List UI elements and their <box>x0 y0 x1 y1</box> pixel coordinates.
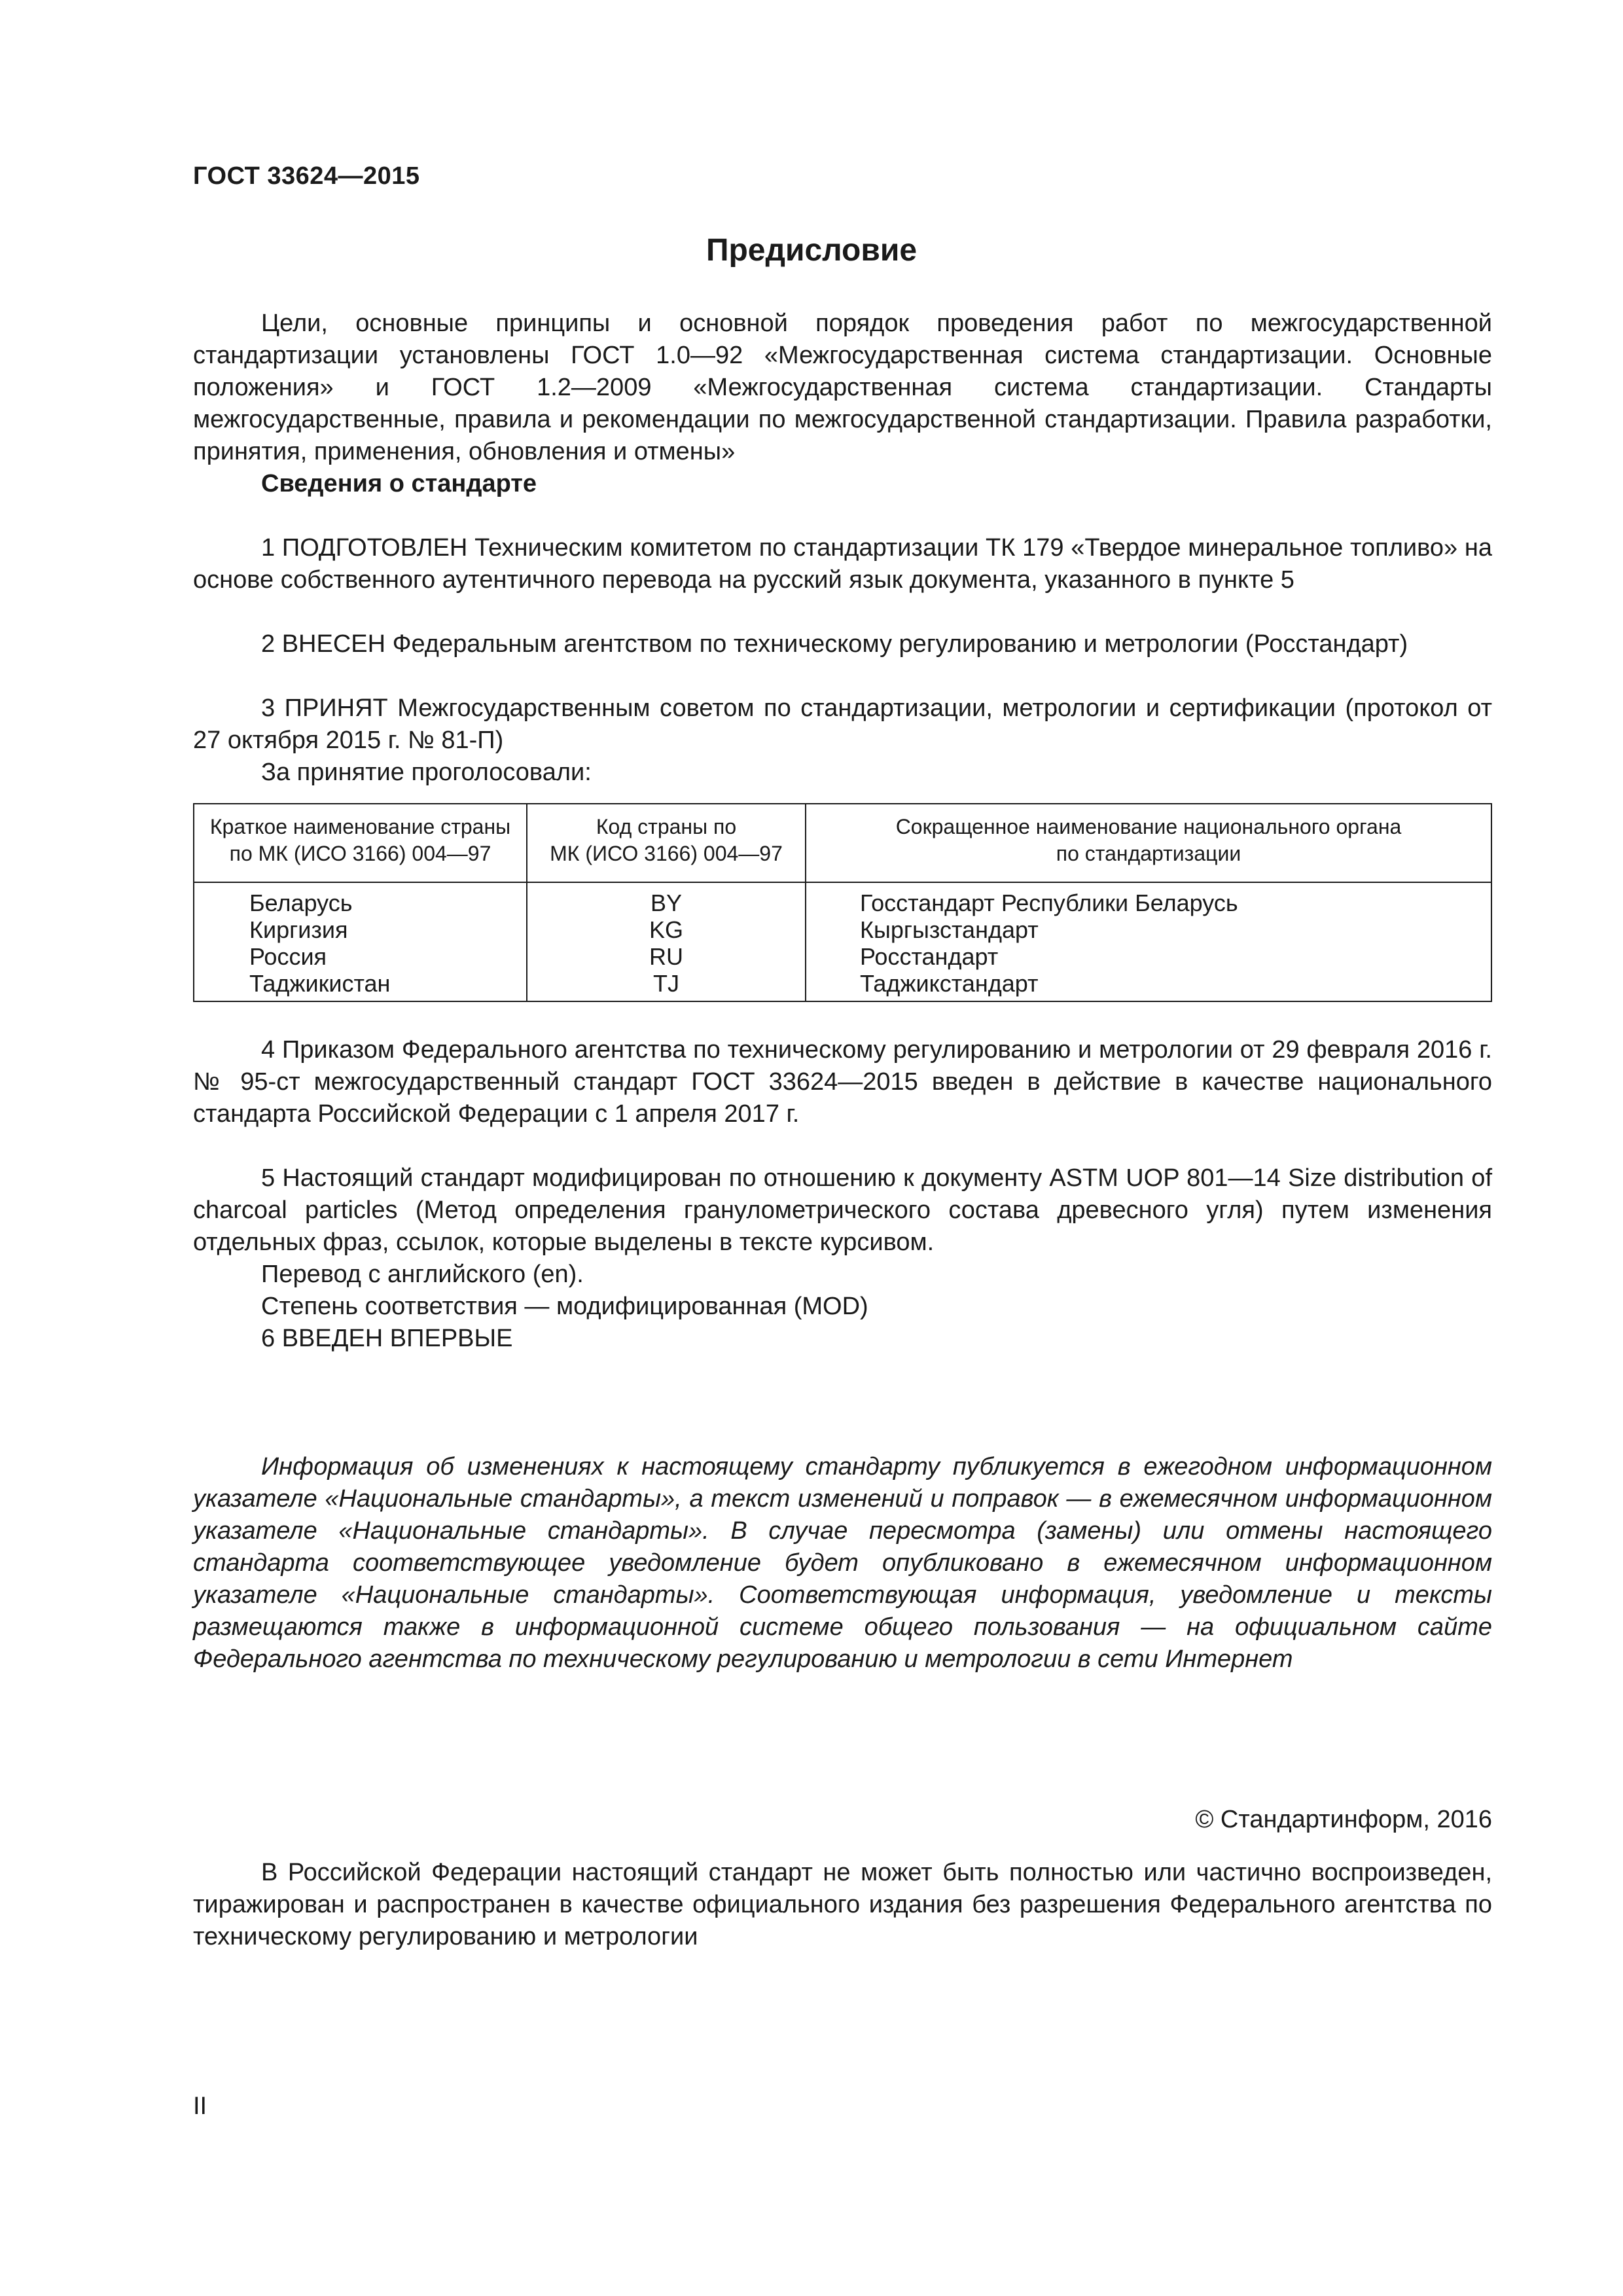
country-name: Беларусь <box>194 882 527 916</box>
document-id-header: ГОСТ 33624—2015 <box>193 162 420 190</box>
table-row <box>194 916 1491 943</box>
table-row <box>194 970 1491 1001</box>
country-code: KG <box>527 916 806 943</box>
intro-paragraph: Цели, основные принципы и основной порядок проведения работ по межгосударственной стандартизации установлены ГОСТ 1.0—92 «Межгосударственная система стандартизации. Основные положения» и ГОСТ 1.2—2009 «Межгосударственная система стандартизации. Стандарты межгосударственные, правила и рекомендации по межгосударственной стандартизации. Правила разработки, принятия, применения, обновления и отмены» <box>193 310 1492 465</box>
reproduction-notice: В Российской Федерации настоящий стандарт не может быть полностью или частично воспроизведен, тиражирован и распространен в качестве официального издания без разрешения Федерального агентства по техническому регулированию и метрологии <box>193 1859 1492 1950</box>
page-number: II <box>193 2092 207 2120</box>
country-code: RU <box>527 943 806 970</box>
org-header-line-2: по стандартизации <box>1056 842 1241 865</box>
conformity-degree: Степень соответствия — модифицированная (MOD) <box>261 1293 868 1320</box>
country-code: BY <box>527 882 806 916</box>
voted-label: За принятие проголосовали: <box>261 759 592 786</box>
country-header-line-2: по МК (ИСО 3166) 004—97 <box>229 842 491 865</box>
table-row <box>194 943 1491 970</box>
org-header-line-1: Сокращенное наименование национального органа <box>895 815 1402 838</box>
item-6-first-introduced: 6 ВВЕДЕН ВПЕРВЫЕ <box>261 1325 513 1352</box>
country-name: Киргизия <box>194 916 527 943</box>
country-column-header <box>194 804 527 882</box>
item-1-prepared: 1 ПОДГОТОВЛЕН Техническим комитетом по стандартизации ТК 179 «Твердое минеральное топливо» на основе собственного аутентичного перевода на русский язык документа, указанного в пункте 5 <box>193 534 1492 594</box>
standards-body: Росстандарт <box>806 943 1491 970</box>
translation-note: Перевод с английского (en). <box>261 1261 584 1288</box>
code-header-line-2: МК (ИСО 3166) 004—97 <box>550 842 783 865</box>
code-header-line-1: Код страны по <box>596 815 737 838</box>
standards-body: Госстандарт Республики Беларусь <box>806 882 1491 916</box>
item-3-adopted: 3 ПРИНЯТ Межгосударственным советом по стандартизации, метрологии и сертификации (протокол от 27 октября 2015 г. № 81-П) <box>193 694 1492 754</box>
country-header-line-1: Краткое наименование страны <box>209 815 511 838</box>
standards-body: Таджикстандарт <box>806 970 1491 1001</box>
item-4-enacted: 4 Приказом Федерального агентства по техническому регулированию и метрологии от 29 февраля 2016 г. № 95-ст межгосударственный стандарт ГОСТ 33624—2015 введен в действие в качестве национального стандарта Российской Федерации с 1 апреля 2017 г. <box>193 1036 1492 1128</box>
changes-info-paragraph: Информация об изменениях к настоящему стандарту публикуется в ежегодном информационном указателе «Национальные стандарты», а текст изменений и поправок — в ежемесячном информационном указателе «Национальные стандарты». В случае пересмотра (замены) или отмены настоящего стандарта соответствующее уведомление будет опубликовано в ежемесячном информационном указателе «Национальные стандарты». Соответствующая информация, уведомление и тексты размещаются также в информационной системе общего пользования — на официальном сайте Федерального агентства по техническому регулированию и метрологии в сети Интернет <box>193 1453 1492 1673</box>
code-column-header <box>527 804 806 882</box>
voting-countries-table <box>193 803 1492 1002</box>
item-2-submitted: 2 ВНЕСЕН Федеральным агентством по техническому регулированию и метрологии (Росстандарт) <box>261 630 1408 658</box>
country-name: Россия <box>194 943 527 970</box>
table-row <box>194 882 1491 916</box>
page-title: Предисловие <box>705 233 918 268</box>
standard-info-heading: Сведения о стандарте <box>261 470 537 497</box>
document-body <box>193 308 1492 1953</box>
org-column-header <box>806 804 1491 882</box>
country-code: TJ <box>527 970 806 1001</box>
table-header-row <box>194 804 1491 882</box>
item-5-modified: 5 Настоящий стандарт модифицирован по отношению к документу ASTM UOP 801—14 Size distribution of charcoal particles (Метод определения гранулометрического состава древесного угля) путем изменения отдельных фраз, ссылок, которые выделены в тексте курсивом. <box>193 1164 1492 1256</box>
country-name: Таджикистан <box>194 970 527 1001</box>
standards-body: Кыргызстандарт <box>806 916 1491 943</box>
copyright-notice: © Стандартинформ, 2016 <box>1195 1806 1492 1833</box>
